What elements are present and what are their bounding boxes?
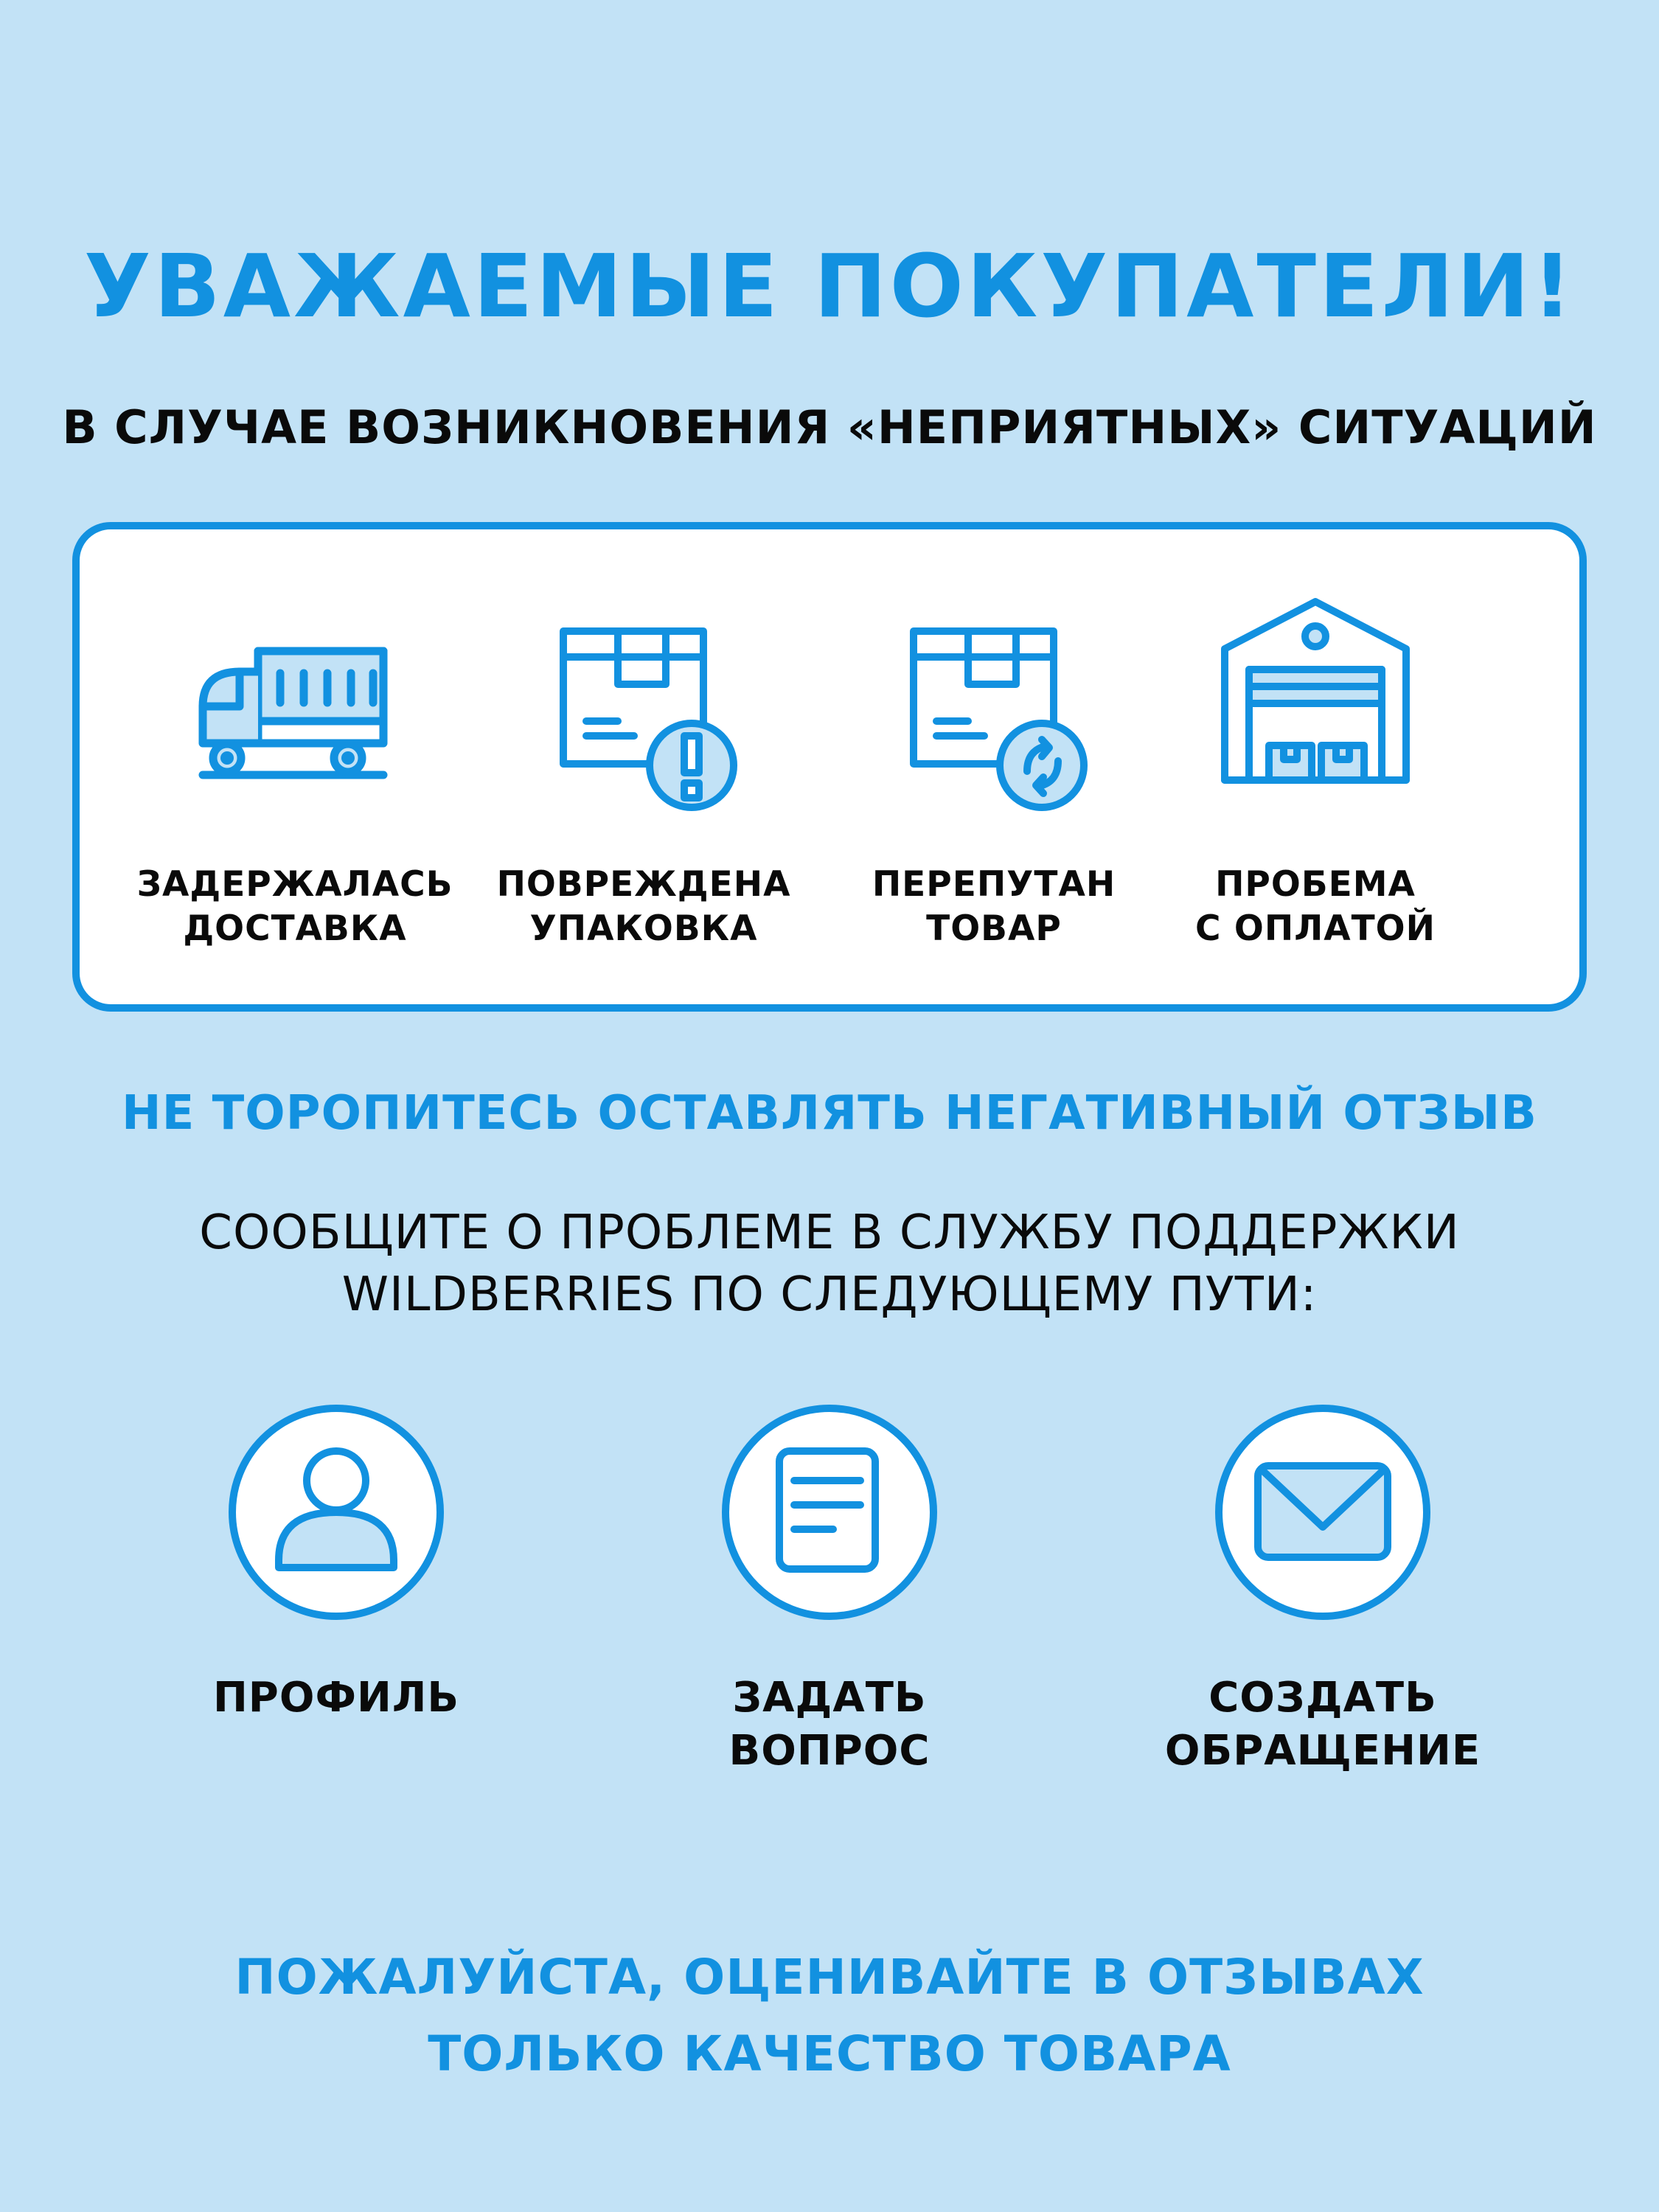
envelope-icon [1253, 1461, 1393, 1564]
problem-item-delivery [118, 529, 472, 1004]
problem-label: ПРОБЕМА С ОПЛАТОЙ [1195, 864, 1436, 949]
footer-message: ПОЖАЛУЙСТА, ОЦЕНИВАЙТЕ В ОТЗЫВАХ ТОЛЬКО КАЧЕСТВО ТОВАРА [234, 1949, 1425, 2082]
box-exchange-icon [894, 618, 1093, 817]
document-icon [774, 1446, 885, 1579]
problems-card [72, 522, 1587, 1012]
problem-label: ПОВРЕЖДЕНА УПАКОВКА [496, 864, 791, 949]
step-profile [130, 1405, 543, 1725]
step-create-request [1116, 1405, 1529, 1778]
truck-icon [195, 644, 394, 784]
step-ask-question [623, 1405, 1036, 1778]
step-label: СОЗДАТЬ ОБРАЩЕНИЕ [1164, 1674, 1481, 1775]
page-title: УВАЖАЕМЫЕ ПОКУПАТЕЛИ! [83, 235, 1576, 337]
step-label: ПРОФИЛЬ [212, 1674, 460, 1722]
step-circle [1215, 1405, 1430, 1620]
support-instructions: СООБЩИТЕ О ПРОБЛЕМЕ В СЛУЖБУ ПОДДЕРЖКИ WILDBERRIES ПО СЛЕДУЮЩЕМУ ПУТИ: [199, 1206, 1460, 1322]
warning-message: НЕ ТОРОПИТЕСЬ ОСТАВЛЯТЬ НЕГАТИВНЫЙ ОТЗЫВ [122, 1086, 1537, 1141]
step-circle [722, 1405, 937, 1620]
page-subtitle: В СЛУЧАЕ ВОЗНИКНОВЕНИЯ «НЕПРИЯТНЫХ» СИТУАЦИЙ [62, 400, 1597, 454]
problem-item-payment [1138, 529, 1492, 1004]
step-circle [229, 1405, 444, 1620]
problem-item-wrong-item [817, 529, 1171, 1004]
box-warning-icon [544, 618, 743, 817]
problem-label: ПЕРЕПУТАН ТОВАР [872, 864, 1116, 949]
problem-label: ЗАДЕРЖАЛАСЬ ДОСТАВКА [136, 864, 453, 949]
step-label: ЗАДАТЬ ВОПРОС [728, 1674, 931, 1775]
warehouse-icon [1216, 596, 1415, 795]
problem-item-packaging [467, 529, 821, 1004]
user-profile-icon [274, 1446, 399, 1579]
